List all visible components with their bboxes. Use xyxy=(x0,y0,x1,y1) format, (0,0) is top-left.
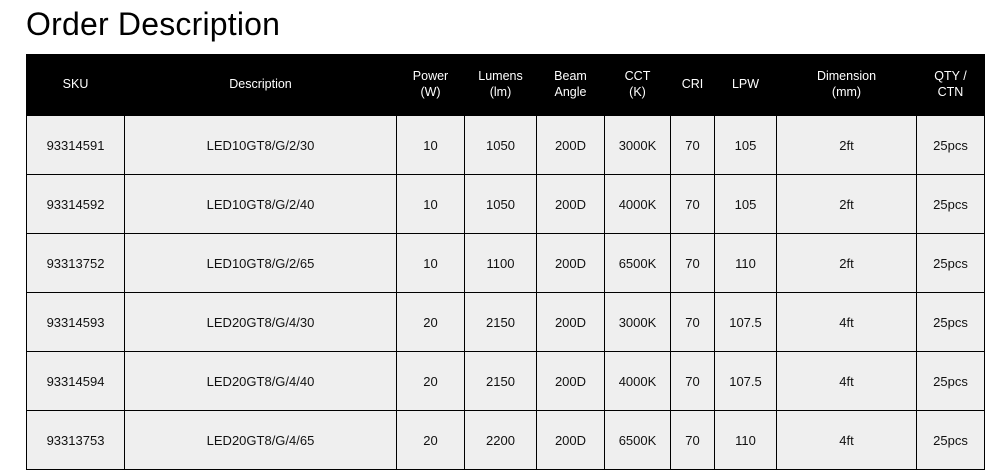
cell-lpw: 107.5 xyxy=(715,293,777,352)
cell-beam-angle: 200D xyxy=(537,352,605,411)
cell-beam-angle: 200D xyxy=(537,293,605,352)
cell-sku: 93313753 xyxy=(27,411,125,470)
column-header-lpw xyxy=(715,55,777,116)
cell-beam-angle: 200D xyxy=(537,116,605,175)
table-row xyxy=(27,175,985,234)
cell-power: 20 xyxy=(397,352,465,411)
cell-qty-ctn: 25pcs xyxy=(917,116,985,175)
cell-sku: 93313752 xyxy=(27,234,125,293)
column-header-cct-line-1: CCT xyxy=(624,69,651,84)
cell-cct: 3000K xyxy=(605,293,671,352)
cell-cct: 6500K xyxy=(605,234,671,293)
cell-cct: 3000K xyxy=(605,116,671,175)
page-title: Order Description xyxy=(26,6,281,42)
table-body xyxy=(27,116,985,470)
column-header-cct-line-2: (K) xyxy=(629,85,646,99)
table-row xyxy=(27,116,985,175)
table-row xyxy=(27,234,985,293)
cell-power: 10 xyxy=(397,234,465,293)
cell-lumens: 2200 xyxy=(465,411,537,470)
table-row xyxy=(27,293,985,352)
cell-lpw: 105 xyxy=(715,116,777,175)
cell-sku: 93314593 xyxy=(27,293,125,352)
cell-dimension: 4ft xyxy=(777,411,917,470)
cell-lpw: 107.5 xyxy=(715,352,777,411)
order-description-table xyxy=(26,54,985,470)
cell-dimension: 2ft xyxy=(777,234,917,293)
cell-lumens: 2150 xyxy=(465,352,537,411)
column-header-lumens-line-1: Lumens xyxy=(478,69,523,84)
column-header-lumens-line-2: (lm) xyxy=(489,85,512,99)
cell-cri: 70 xyxy=(671,234,715,293)
cell-beam-angle: 200D xyxy=(537,411,605,470)
cell-qty-ctn: 25pcs xyxy=(917,411,985,470)
cell-cri: 70 xyxy=(671,293,715,352)
table-row xyxy=(27,411,985,470)
cell-cri: 70 xyxy=(671,116,715,175)
cell-sku: 93314594 xyxy=(27,352,125,411)
cell-qty-ctn: 25pcs xyxy=(917,293,985,352)
column-header-power-line-1: Power xyxy=(412,69,449,84)
cell-power: 10 xyxy=(397,116,465,175)
column-header-cri-line-1: CRI xyxy=(681,77,704,92)
cell-sku: 93314592 xyxy=(27,175,125,234)
cell-dimension: 2ft xyxy=(777,175,917,234)
cell-qty-ctn: 25pcs xyxy=(917,234,985,293)
cell-beam-angle: 200D xyxy=(537,234,605,293)
column-header-description xyxy=(125,55,397,116)
column-header-cri xyxy=(671,55,715,116)
column-header-power xyxy=(397,55,465,116)
cell-cri: 70 xyxy=(671,352,715,411)
table-row xyxy=(27,352,985,411)
column-header-beam-angle-line-1: Beam xyxy=(554,69,587,84)
column-header-sku xyxy=(27,55,125,116)
table-header xyxy=(27,55,985,116)
cell-sku: 93314591 xyxy=(27,116,125,175)
table-header-row xyxy=(27,55,985,116)
column-header-qty-ctn xyxy=(917,55,985,116)
column-header-description-line-1: Description xyxy=(229,77,292,92)
cell-dimension: 4ft xyxy=(777,352,917,411)
cell-cct: 4000K xyxy=(605,352,671,411)
cell-cct: 4000K xyxy=(605,175,671,234)
column-header-sku-line-1: SKU xyxy=(62,77,89,92)
cell-qty-ctn: 25pcs xyxy=(917,175,985,234)
column-header-lumens xyxy=(465,55,537,116)
cell-lpw: 110 xyxy=(715,411,777,470)
cell-cct: 6500K xyxy=(605,411,671,470)
column-header-dimension xyxy=(777,55,917,116)
cell-description: LED20GT8/G/4/65 xyxy=(125,411,397,470)
cell-qty-ctn: 25pcs xyxy=(917,352,985,411)
cell-power: 10 xyxy=(397,175,465,234)
column-header-dimension-line-2: (mm) xyxy=(831,85,862,99)
cell-lumens: 1050 xyxy=(465,116,537,175)
cell-description: LED10GT8/G/2/40 xyxy=(125,175,397,234)
column-header-beam-angle-line-2: Angle xyxy=(554,85,587,99)
cell-power: 20 xyxy=(397,411,465,470)
cell-lumens: 2150 xyxy=(465,293,537,352)
cell-lumens: 1100 xyxy=(465,234,537,293)
cell-lpw: 110 xyxy=(715,234,777,293)
cell-cri: 70 xyxy=(671,175,715,234)
column-header-cct xyxy=(605,55,671,116)
cell-beam-angle: 200D xyxy=(537,175,605,234)
cell-description: LED10GT8/G/2/30 xyxy=(125,116,397,175)
cell-lumens: 1050 xyxy=(465,175,537,234)
column-header-power-line-2: (W) xyxy=(420,85,441,99)
cell-description: LED20GT8/G/4/40 xyxy=(125,352,397,411)
cell-lpw: 105 xyxy=(715,175,777,234)
cell-description: LED20GT8/G/4/30 xyxy=(125,293,397,352)
column-header-qty-ctn-line-1: QTY / xyxy=(934,69,967,84)
cell-cri: 70 xyxy=(671,411,715,470)
cell-dimension: 4ft xyxy=(777,293,917,352)
column-header-lpw-line-1: LPW xyxy=(731,77,760,92)
cell-description: LED10GT8/G/2/65 xyxy=(125,234,397,293)
cell-power: 20 xyxy=(397,293,465,352)
column-header-qty-ctn-line-2: CTN xyxy=(937,85,964,99)
column-header-dimension-line-1: Dimension xyxy=(816,69,877,84)
column-header-beam-angle xyxy=(537,55,605,116)
cell-dimension: 2ft xyxy=(777,116,917,175)
